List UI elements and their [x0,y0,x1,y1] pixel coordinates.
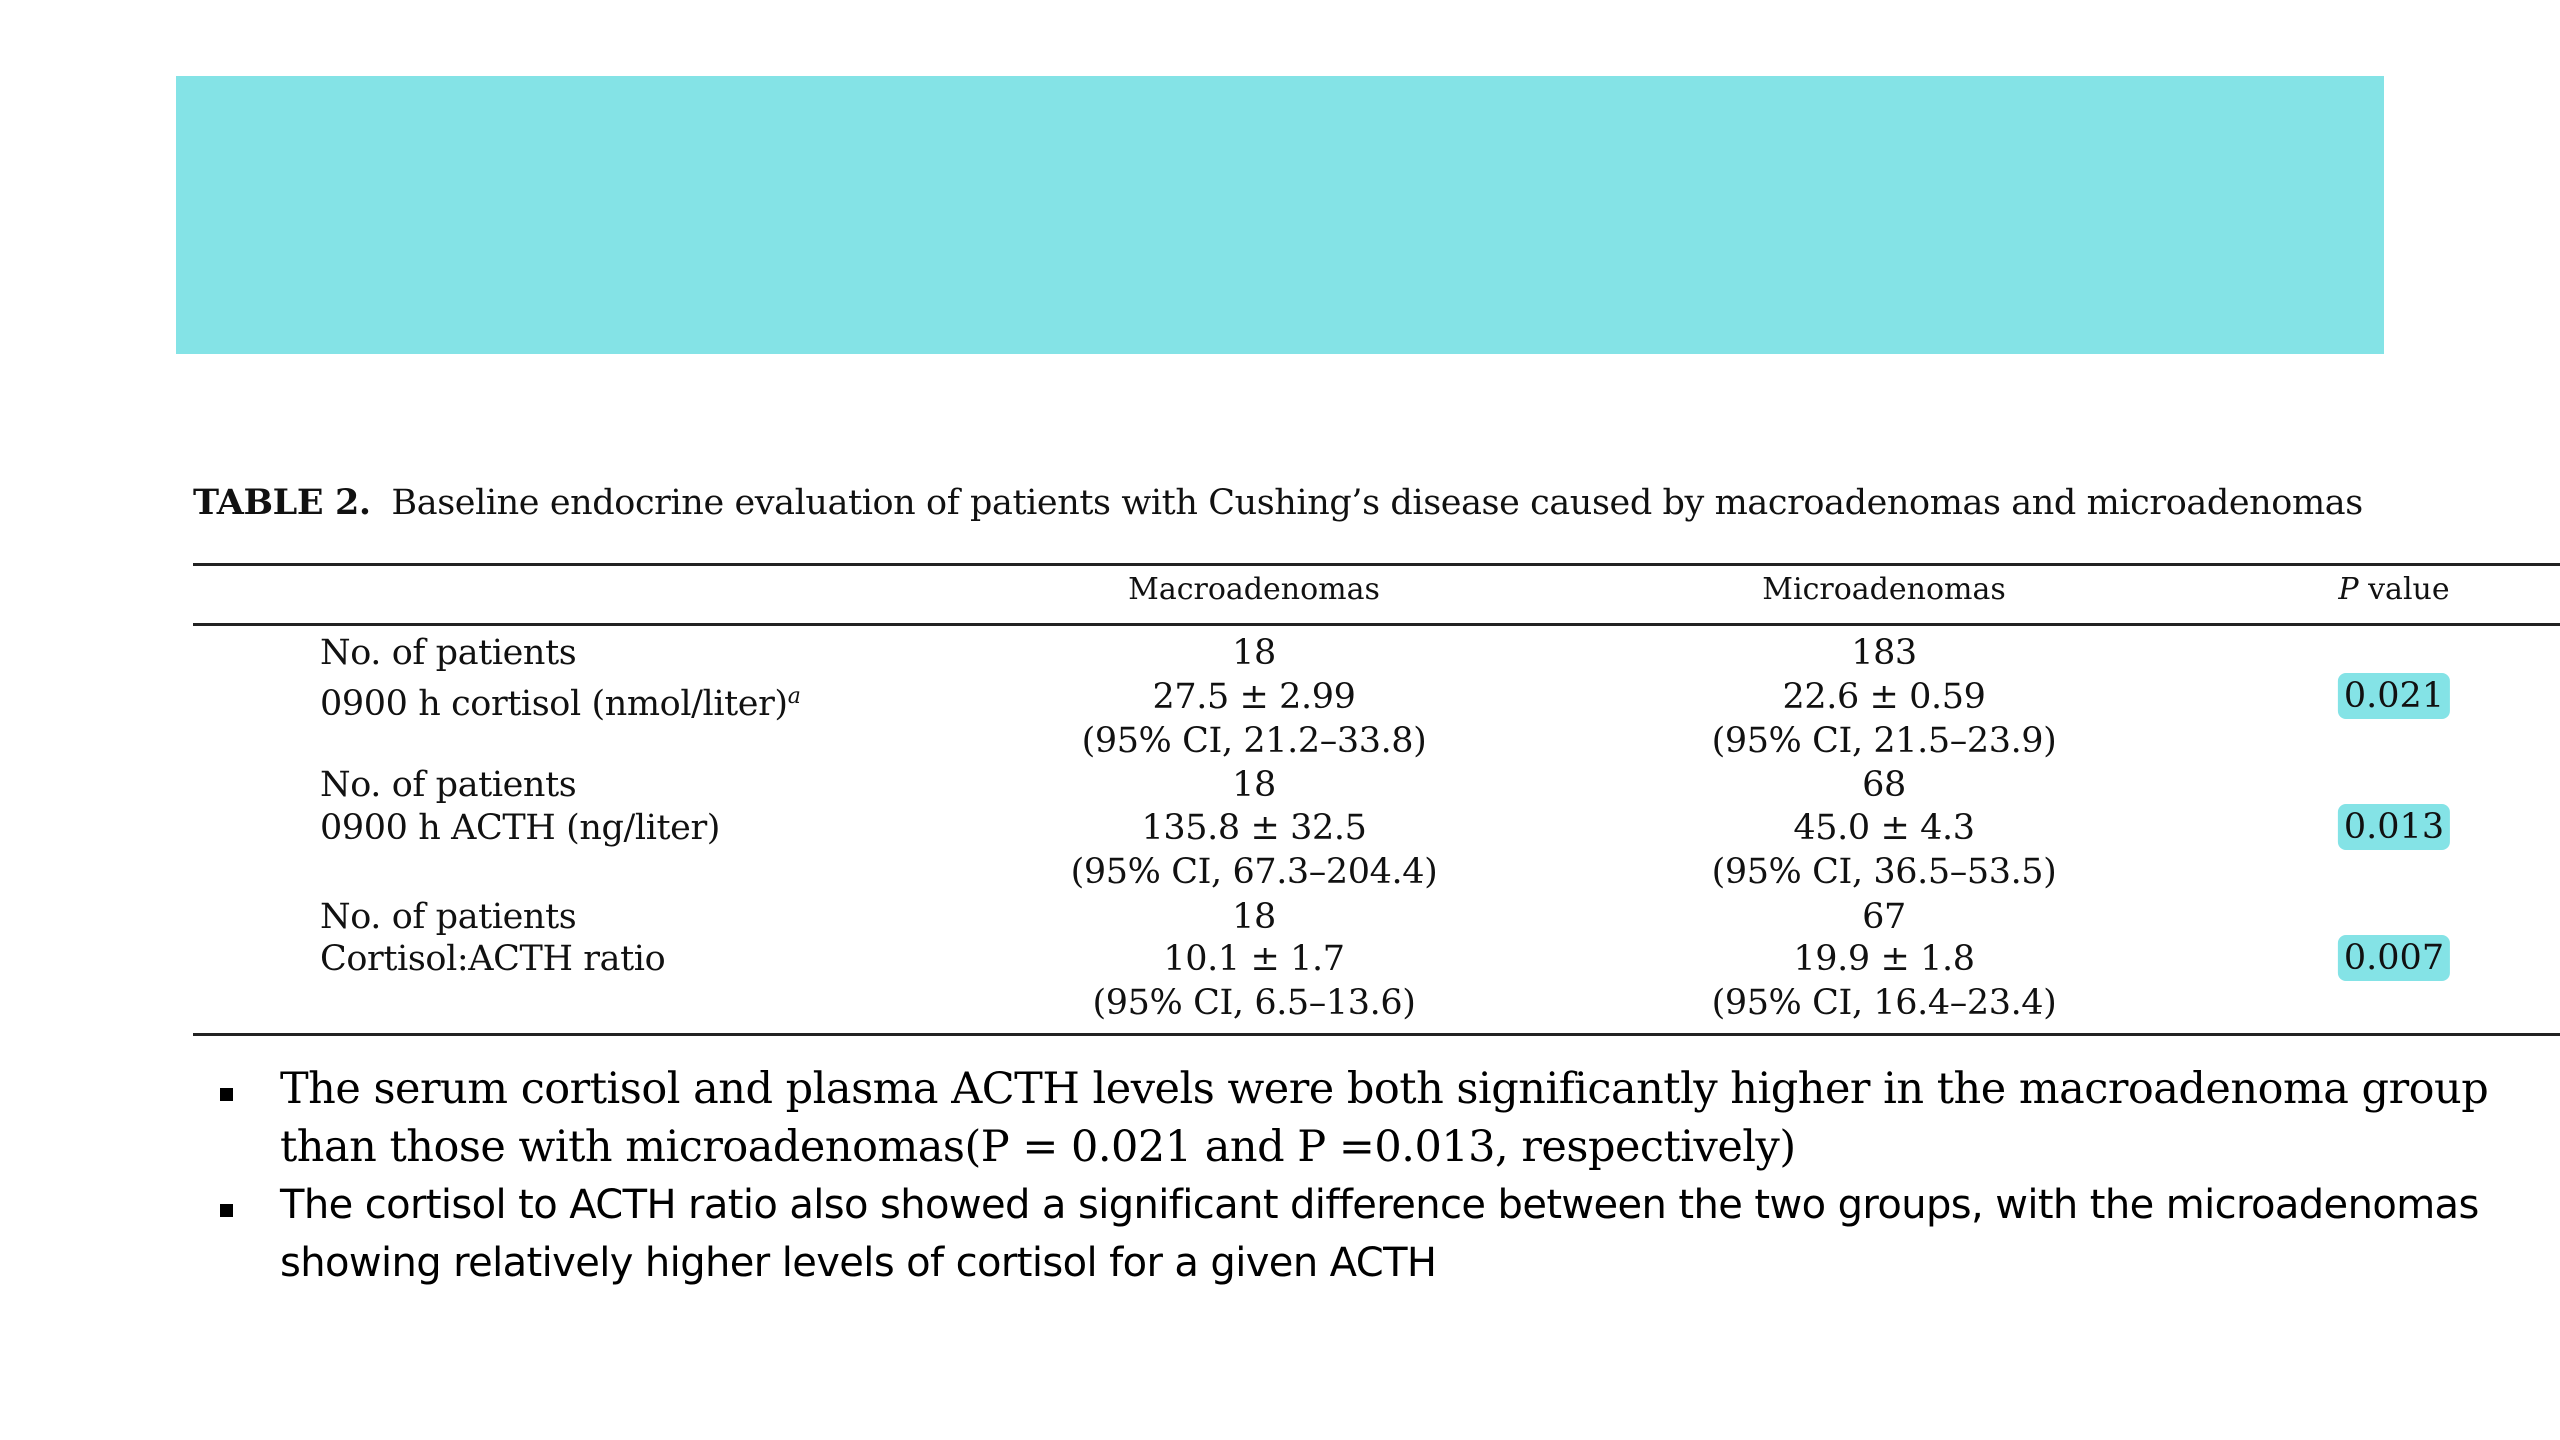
row-n-macro: 18 [1232,765,1276,805]
micro-ci: (95% CI, 36.5–53.5) [1711,852,2057,892]
macro-ci: (95% CI, 6.5–13.6) [1092,983,1416,1023]
bullet-text: The serum cortisol and plasma ACTH levels were both significantly higher in the macroadenoma group than those with microadenomas(P = 0.021 and P =0.013, respectively) [280,1064,2489,1172]
row-n-macro: 18 [1232,633,1276,673]
row-n-micro: 183 [1851,633,1917,673]
macro-ci: (95% CI, 67.3–204.4) [1070,852,1438,892]
title-banner [176,76,2384,354]
micro-value: 45.0 ± 4.3 [1793,808,1975,848]
value-word: value [2358,572,2450,607]
bullet-square-icon [220,1204,233,1217]
p-value-highlight: 0.007 [2338,935,2450,981]
bullet-square-icon [220,1088,233,1101]
macro-value: 135.8 ± 32.5 [1141,808,1367,848]
table-caption [193,482,2363,523]
micro-value: 22.6 ± 0.59 [1782,677,1986,717]
bullet-text: The cortisol to ACTH ratio also showed a significant difference between the two groups, with the microadenomas showing relatively higher levels of cortisol for a given ACTH [280,1182,2479,1286]
row-label-cortisol [320,675,800,726]
row-n-micro: 68 [1862,765,1906,805]
column-header-microadenomas: Microadenomas [1762,572,2006,607]
table-caption-label: TABLE 2. [193,482,371,523]
row-label-acth [320,806,720,850]
macro-value: 27.5 ± 2.99 [1152,677,1356,717]
row-n-label: No. of patients [320,633,577,673]
table-caption-text: Baseline endocrine evaluation of patients with Cushing’s disease caused by macroadenomas and microadenomas [391,483,2363,523]
micro-ci: (95% CI, 21.5–23.9) [1711,721,2057,761]
bullet-item [216,1176,2516,1292]
row-label-text: 0900 h ACTH (ng/liter) [320,808,721,848]
macro-value: 10.1 ± 1.7 [1163,939,1345,979]
table-bottom-rule [193,1033,2560,1036]
row-n-macro: 18 [1232,897,1276,937]
row-n-label: No. of patients [320,765,577,805]
table-header-rule [193,623,2560,626]
p-symbol: P [2338,572,2359,607]
table-top-rule [193,563,2560,566]
column-header-p-value [2338,572,2449,607]
micro-ci: (95% CI, 16.4–23.4) [1711,983,2057,1023]
row-label-text: Cortisol:ACTH ratio [320,939,666,979]
column-header-macroadenomas: Macroadenomas [1128,572,1380,607]
footnote-marker: a [787,684,801,709]
row-n-label: No. of patients [320,897,577,937]
micro-value: 19.9 ± 1.8 [1793,939,1975,979]
row-n-micro: 67 [1862,897,1906,937]
bullet-list [216,1060,2516,1292]
row-label-text: 0900 h cortisol (nmol/liter) [320,684,788,724]
row-label-ratio [320,937,665,981]
p-value-highlight: 0.013 [2338,804,2450,850]
p-value-highlight: 0.021 [2338,673,2450,719]
macro-ci: (95% CI, 21.2–33.8) [1081,721,1427,761]
bullet-item [216,1060,2516,1176]
